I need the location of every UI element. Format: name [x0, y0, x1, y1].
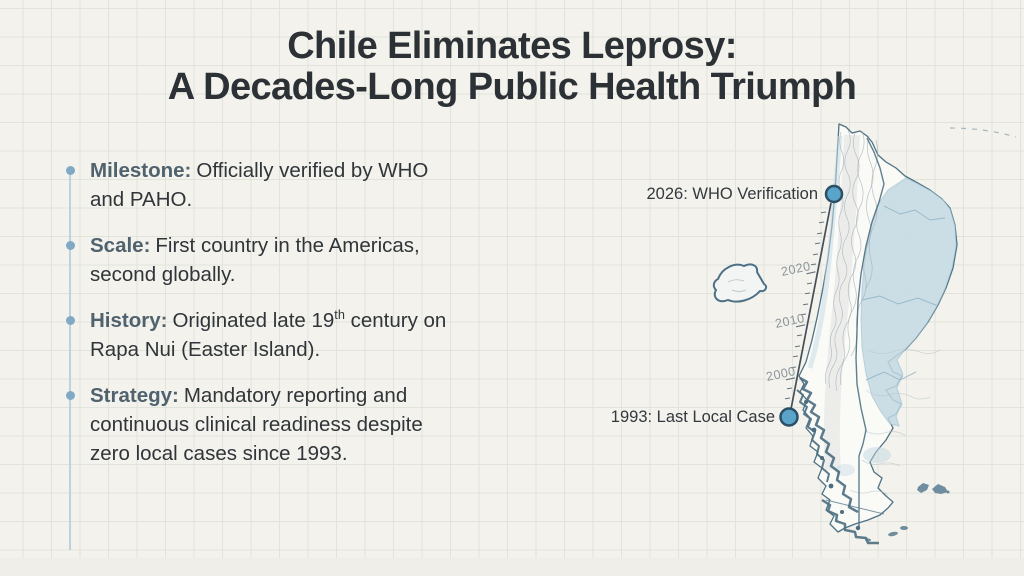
bullet-text: Mandatory reporting and continuous clinical readiness despite zero local cases since 1993.: [90, 384, 423, 465]
marker-2026-who-verification: [826, 186, 842, 202]
title-line-2: A Decades-Long Public Health Triumph: [167, 66, 857, 108]
bullet-dot-icon: [66, 241, 75, 250]
list-item-milestone: [64, 156, 460, 214]
axis-year-label-2010: 2010: [773, 311, 806, 331]
page-title: [0, 26, 1024, 108]
list-item-strategy: [64, 381, 460, 468]
axis-year-label-2000: 2000: [764, 364, 797, 384]
bullet-dot-icon: [66, 391, 75, 400]
timeline-event-label-2026: 2026: WHO Verification: [646, 185, 818, 203]
list-item-history: [64, 306, 460, 364]
bullet-text: Originated late 19th century on Rapa Nui (Easter Island).: [90, 307, 447, 361]
dashed-border-fragment: [950, 128, 1016, 137]
axis-year-label-2020: 2020: [779, 259, 812, 279]
bullet-text: First country in the Americas, second globally.: [90, 234, 420, 286]
easter-island: [714, 264, 766, 301]
key-points-list: [64, 156, 460, 485]
title-line-1: Chile Eliminates Leprosy:: [287, 25, 737, 67]
marker-1993-last-local-case: [781, 409, 798, 426]
superscript-th: th: [334, 307, 345, 323]
bullet-label: History:: [90, 309, 168, 332]
bullet-text: Officially verified by WHO and PAHO.: [90, 159, 429, 211]
timeline-event-label-1993: 1993: Last Local Case: [610, 408, 775, 426]
argentina-shaded-region: [861, 178, 956, 426]
bullet-dot-icon: [66, 166, 75, 175]
bullet-label: Scale:: [90, 234, 151, 257]
falkland-islands: [917, 483, 950, 494]
bullet-label: Strategy:: [90, 384, 179, 407]
list-item-scale: [64, 231, 460, 289]
southern-islands: [865, 526, 908, 542]
bullet-label: Milestone:: [90, 159, 192, 182]
bullet-dot-icon: [66, 316, 75, 325]
